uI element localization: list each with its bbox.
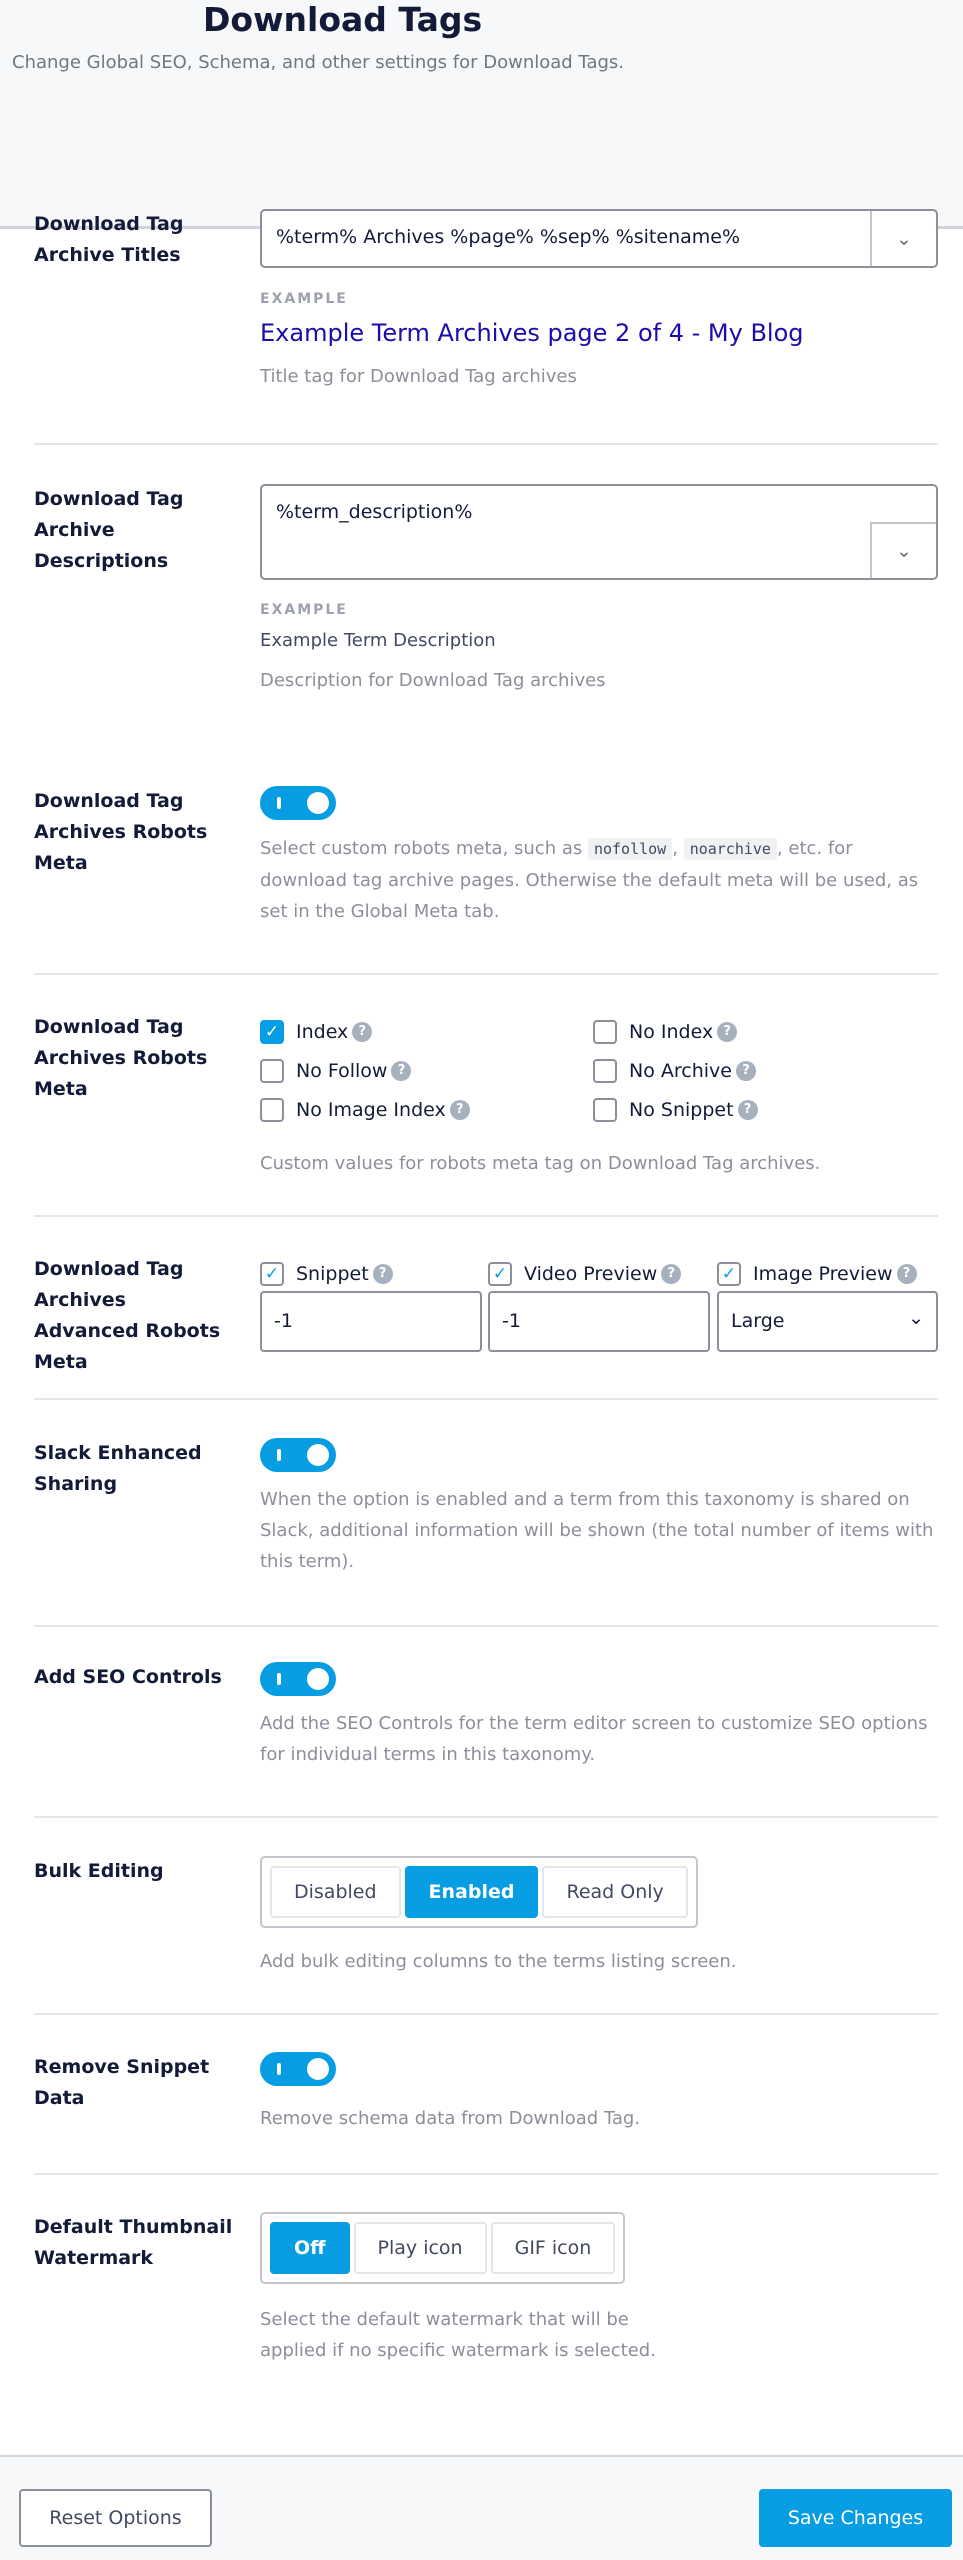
setting-label: Default Thumbnail Watermark bbox=[34, 2216, 233, 2269]
divider bbox=[34, 1398, 938, 1400]
help-icon: ? bbox=[661, 1264, 681, 1284]
help-icon: ? bbox=[391, 1061, 411, 1081]
archive-descriptions-input[interactable] bbox=[260, 484, 938, 580]
setting-description: Add the SEO Controls for the term editor screen to customize SEO options for individual terms in this taxonomy. bbox=[260, 1713, 928, 1765]
watermark-segmented-control bbox=[260, 2212, 625, 2284]
watermark-option-gif-icon[interactable]: GIF icon bbox=[491, 2222, 616, 2274]
chevron-down-icon[interactable]: ⌄ bbox=[870, 522, 936, 578]
page-title: Download Tags bbox=[203, 0, 483, 39]
example-label: EXAMPLE bbox=[260, 291, 348, 307]
setting-label: Bulk Editing bbox=[34, 1860, 164, 1882]
page-header bbox=[0, 0, 963, 229]
footer-bar bbox=[0, 2455, 963, 2560]
setting-description: Remove schema data from Download Tag. bbox=[260, 2108, 641, 2129]
bulk-option-enabled[interactable]: Enabled bbox=[405, 1866, 539, 1918]
chevron-down-icon[interactable]: ⌄ bbox=[870, 211, 936, 266]
checkbox-no-follow[interactable]: No Follow ? bbox=[260, 1051, 411, 1090]
bulk-option-read-only[interactable]: Read Only bbox=[542, 1866, 687, 1918]
setting-label: Add SEO Controls bbox=[34, 1666, 222, 1688]
example-description: Example Term Description bbox=[260, 630, 496, 651]
chevron-down-icon: ⌄ bbox=[908, 1307, 924, 1329]
setting-label: Download Tag Archive Descriptions bbox=[34, 488, 184, 572]
watermark-option-off[interactable]: Off bbox=[270, 2222, 350, 2274]
setting-label: Download Tag Archives Robots Meta bbox=[34, 790, 208, 874]
help-icon: ? bbox=[373, 1264, 393, 1284]
snippet-length-input[interactable]: -1 bbox=[260, 1291, 482, 1352]
divider bbox=[34, 2173, 938, 2175]
setting-label: Download Tag Archives Robots Meta bbox=[34, 1016, 208, 1100]
help-icon: ? bbox=[736, 1061, 756, 1081]
example-label: EXAMPLE bbox=[260, 602, 348, 618]
setting-label: Remove Snippet Data bbox=[34, 2056, 210, 2109]
setting-description: When the option is enabled and a term from this taxonomy is shared on Slack, additional information will be shown (the total number of items with this term). bbox=[260, 1489, 934, 1572]
page-subtitle: Change Global SEO, Schema, and other settings for Download Tags. bbox=[12, 52, 624, 73]
checkbox-no-archive[interactable]: No Archive ? bbox=[593, 1051, 756, 1090]
remove-snippet-toggle[interactable] bbox=[260, 2052, 336, 2086]
setting-description: Description for Download Tag archives bbox=[260, 670, 606, 691]
help-icon: ? bbox=[897, 1264, 917, 1284]
setting-label: Download Tag Archive Titles bbox=[34, 213, 184, 266]
bulk-editing-segmented-control bbox=[260, 1856, 698, 1928]
divider bbox=[34, 443, 938, 445]
slack-sharing-toggle[interactable] bbox=[260, 1438, 336, 1472]
example-title: Example Term Archives page 2 of 4 - My Blog bbox=[260, 319, 804, 347]
divider bbox=[34, 1215, 938, 1217]
setting-description: Custom values for robots meta tag on Download Tag archives. bbox=[260, 1153, 821, 1174]
help-icon: ? bbox=[738, 1100, 758, 1120]
setting-description: Title tag for Download Tag archives bbox=[260, 366, 577, 387]
robots-meta-toggle[interactable] bbox=[260, 786, 336, 820]
divider bbox=[34, 1816, 938, 1818]
setting-description: Add bulk editing columns to the terms listing screen. bbox=[260, 1951, 737, 1972]
reset-options-button[interactable]: Reset Options bbox=[19, 2489, 212, 2547]
divider bbox=[34, 1625, 938, 1627]
checkbox-no-index[interactable]: No Index ? bbox=[593, 1012, 737, 1051]
checkbox-image-preview[interactable]: ✓ Image Preview ? bbox=[717, 1254, 917, 1293]
image-preview-select[interactable]: Large ⌄ bbox=[717, 1291, 938, 1352]
checkbox-index[interactable]: ✓ Index ? bbox=[260, 1012, 372, 1051]
setting-label: Download Tag Archives Advanced Robots Meta bbox=[34, 1258, 221, 1373]
help-icon: ? bbox=[352, 1022, 372, 1042]
divider bbox=[34, 2013, 938, 2015]
checkbox-video-preview[interactable]: ✓ Video Preview ? bbox=[488, 1254, 681, 1293]
input-value: %term_description% bbox=[276, 501, 473, 523]
input-value: %term% Archives %page% %sep% %sitename% bbox=[276, 226, 741, 248]
checkbox-no-image-index[interactable]: No Image Index ? bbox=[260, 1090, 470, 1129]
save-changes-button[interactable]: Save Changes bbox=[759, 2489, 952, 2547]
help-icon: ? bbox=[450, 1100, 470, 1120]
checkbox-no-snippet[interactable]: No Snippet ? bbox=[593, 1090, 758, 1129]
bulk-option-disabled[interactable]: Disabled bbox=[270, 1866, 401, 1918]
watermark-option-play-icon[interactable]: Play icon bbox=[354, 2222, 487, 2274]
divider bbox=[34, 973, 938, 975]
archive-titles-input[interactable] bbox=[260, 209, 938, 268]
seo-controls-toggle[interactable] bbox=[260, 1662, 336, 1696]
setting-label: Slack Enhanced Sharing bbox=[34, 1442, 202, 1495]
setting-description: Select the default watermark that will be applied if no specific watermark is selected. bbox=[260, 2309, 656, 2361]
video-preview-input[interactable]: -1 bbox=[488, 1291, 710, 1352]
checkbox-snippet[interactable]: ✓ Snippet ? bbox=[260, 1254, 393, 1293]
setting-description: Select custom robots meta, such as nofollow , noarchive , etc. for download tag archive pages. Otherwise the default meta will be used, as set in the Global Meta tab. bbox=[260, 838, 919, 922]
help-icon: ? bbox=[717, 1022, 737, 1042]
